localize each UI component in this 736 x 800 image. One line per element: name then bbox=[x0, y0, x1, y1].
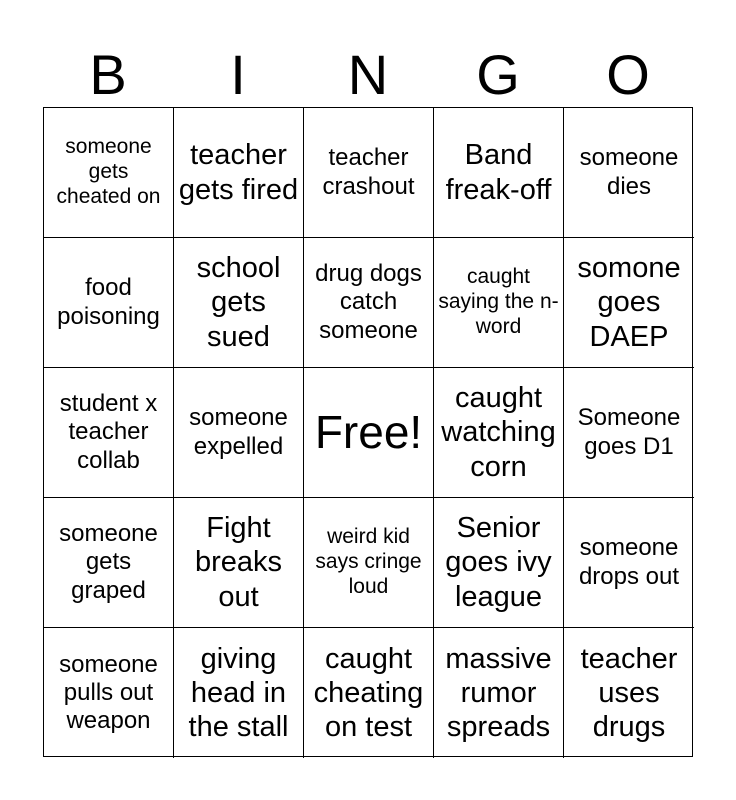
bingo-cell[interactable] bbox=[174, 498, 304, 628]
bingo-header bbox=[43, 42, 693, 108]
bingo-cell[interactable] bbox=[434, 238, 564, 368]
cell-text: Fight breaks out bbox=[194, 512, 283, 613]
header-letter-b: B bbox=[89, 43, 127, 106]
bingo-board bbox=[43, 107, 693, 757]
cell-text: massive rumor spreads bbox=[445, 642, 552, 744]
free-space-text: Free! bbox=[314, 406, 423, 459]
cell-text: somone goes DAEP bbox=[577, 252, 681, 353]
header-letter-i: I bbox=[230, 43, 246, 106]
bingo-cell[interactable] bbox=[304, 498, 434, 628]
bingo-cell[interactable] bbox=[44, 108, 174, 238]
bingo-cell[interactable] bbox=[174, 628, 304, 758]
cell-text: caught watching corn bbox=[441, 382, 556, 483]
cell-text: Band freak-off bbox=[445, 139, 552, 206]
cell-text: someone dies bbox=[579, 144, 679, 200]
cell-text: school gets sued bbox=[196, 252, 281, 353]
bingo-cell[interactable] bbox=[304, 108, 434, 238]
bingo-cell[interactable] bbox=[564, 628, 694, 758]
bingo-cell[interactable] bbox=[564, 368, 694, 498]
bingo-cell[interactable] bbox=[434, 368, 564, 498]
bingo-cell[interactable] bbox=[434, 498, 564, 628]
cell-text: caught cheating on test bbox=[313, 642, 424, 744]
bingo-cell[interactable] bbox=[174, 238, 304, 368]
bingo-cell[interactable] bbox=[44, 628, 174, 758]
bingo-cell[interactable] bbox=[304, 628, 434, 758]
bingo-cell[interactable] bbox=[434, 108, 564, 238]
cell-text: student x teacher collab bbox=[59, 390, 158, 474]
cell-text: food poisoning bbox=[57, 274, 160, 330]
bingo-cell[interactable] bbox=[174, 368, 304, 498]
cell-text: someone gets cheated on bbox=[56, 135, 161, 208]
cell-text: giving head in the stall bbox=[188, 642, 289, 744]
bingo-cell[interactable] bbox=[44, 238, 174, 368]
header-letter-n: N bbox=[347, 43, 389, 106]
bingo-cell[interactable] bbox=[434, 628, 564, 758]
cell-text: weird kid says cringe loud bbox=[315, 525, 422, 598]
cell-text: someone pulls out weapon bbox=[59, 650, 158, 735]
cell-text: Someone goes D1 bbox=[577, 404, 681, 460]
cell-text: teacher crashout bbox=[322, 144, 415, 200]
cell-text: Senior goes ivy league bbox=[445, 512, 552, 613]
bingo-cell[interactable] bbox=[564, 108, 694, 238]
header-letter-g: G bbox=[476, 43, 520, 106]
cell-text: someone gets graped bbox=[59, 520, 158, 604]
bingo-cell[interactable] bbox=[564, 498, 694, 628]
bingo-cell[interactable] bbox=[564, 238, 694, 368]
header-letter-o: O bbox=[606, 43, 650, 106]
cell-text: drug dogs catch someone bbox=[315, 260, 422, 344]
cell-text: teacher gets fired bbox=[178, 139, 299, 206]
cell-text: teacher uses drugs bbox=[580, 642, 678, 744]
bingo-cell[interactable] bbox=[44, 368, 174, 498]
cell-text: someone expelled bbox=[189, 404, 288, 460]
bingo-cell[interactable] bbox=[174, 108, 304, 238]
free-space[interactable] bbox=[304, 368, 434, 498]
cell-text: caught saying the n-word bbox=[438, 265, 559, 338]
cell-text: someone drops out bbox=[578, 534, 680, 590]
bingo-cell[interactable] bbox=[44, 498, 174, 628]
bingo-cell[interactable] bbox=[304, 238, 434, 368]
